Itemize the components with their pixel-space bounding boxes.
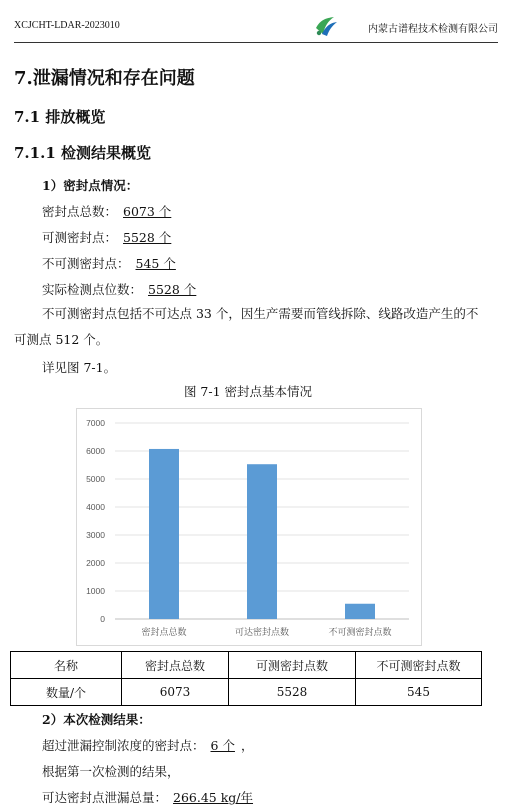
measurable-label: 可测密封点： bbox=[42, 230, 118, 245]
table-cell: 6073 bbox=[122, 679, 229, 706]
y-tick-label: 6000 bbox=[86, 446, 105, 456]
exceed-limit-line bbox=[42, 736, 253, 754]
unmeasurable-label: 不可测密封点： bbox=[42, 256, 130, 271]
bar-chart-svg bbox=[77, 409, 421, 645]
y-tick-label: 0 bbox=[100, 614, 105, 624]
leak-total-line bbox=[42, 788, 259, 806]
table-header-row bbox=[11, 652, 482, 679]
y-tick-label: 7000 bbox=[86, 418, 105, 428]
table-header-cell: 可测密封点数 bbox=[229, 652, 356, 679]
measurable-value: 5528 个 bbox=[123, 230, 172, 245]
seal-total-line bbox=[42, 202, 177, 220]
figure-caption: 图 7-1 密封点基本情况 bbox=[183, 384, 313, 399]
document-number: XCJCHT-LDAR-2023010 bbox=[14, 20, 120, 31]
seal-total-value: 6073 个 bbox=[123, 204, 172, 219]
y-tick-label: 2000 bbox=[86, 558, 105, 568]
seal-point-heading: 1）密封点情况： bbox=[42, 178, 139, 193]
y-tick-label: 5000 bbox=[86, 474, 105, 484]
table-header-cell: 名称 bbox=[11, 652, 122, 679]
actual-detected-label: 实际检测点位数： bbox=[42, 282, 143, 297]
seal-points-table bbox=[10, 651, 482, 706]
table-header-cell: 不可测密封点数 bbox=[356, 652, 482, 679]
actual-detected-line bbox=[42, 280, 202, 298]
y-tick-label: 3000 bbox=[86, 530, 105, 540]
seal-points-bar-chart bbox=[76, 408, 422, 646]
bar bbox=[247, 464, 277, 619]
y-tick-label: 1000 bbox=[86, 586, 105, 596]
detection-result-heading: 2）本次检测结果： bbox=[42, 712, 151, 727]
first-detection-line: 根据第一次检测的结果， bbox=[42, 764, 180, 779]
unmeasurable-value: 545 个 bbox=[135, 256, 176, 271]
table-cell: 5528 bbox=[229, 679, 356, 706]
measurable-line bbox=[42, 228, 177, 246]
section-heading-7-1-1: 7.1.1 检测结果概览 bbox=[14, 144, 151, 162]
exceed-limit-value: 6 个 bbox=[210, 738, 235, 753]
unmeasurable-explanation: 不可测密封点包括不可达点 33 个，因生产需要而管线拆除、线路改造产生的不可测点 512 个。 bbox=[14, 306, 479, 347]
leak-total-label: 可达密封点泄漏总量： bbox=[42, 790, 168, 805]
x-tick-label: 密封点总数 bbox=[141, 628, 187, 638]
table-row bbox=[11, 679, 482, 706]
table-cell: 545 bbox=[356, 679, 482, 706]
unmeasurable-line bbox=[42, 254, 182, 272]
exceed-limit-label: 超过泄漏控制浓度的密封点： bbox=[42, 738, 205, 753]
y-tick-label: 4000 bbox=[86, 502, 105, 512]
section-heading-7: 7.泄漏情况和存在问题 bbox=[14, 68, 195, 89]
section-heading-7-1: 7.1 排放概览 bbox=[14, 108, 106, 126]
exceed-limit-suffix: ， bbox=[240, 738, 254, 753]
bar bbox=[345, 604, 375, 619]
seal-total-label: 密封点总数： bbox=[42, 204, 118, 219]
x-tick-label: 不可测密封点数 bbox=[328, 628, 392, 638]
page-header bbox=[14, 14, 498, 43]
bar bbox=[149, 449, 179, 619]
table-header-cell: 密封点总数 bbox=[122, 652, 229, 679]
see-figure-note: 详见图 7-1。 bbox=[42, 360, 117, 375]
table-cell: 数量/个 bbox=[11, 679, 122, 706]
company-logo-icon bbox=[314, 14, 338, 38]
leak-total-value: 266.45 kg/年 bbox=[173, 790, 254, 805]
actual-detected-value: 5528 个 bbox=[148, 282, 197, 297]
x-tick-label: 可达密封点数 bbox=[234, 628, 290, 638]
company-name: 内蒙古谱程技术检测有限公司 bbox=[368, 24, 498, 35]
